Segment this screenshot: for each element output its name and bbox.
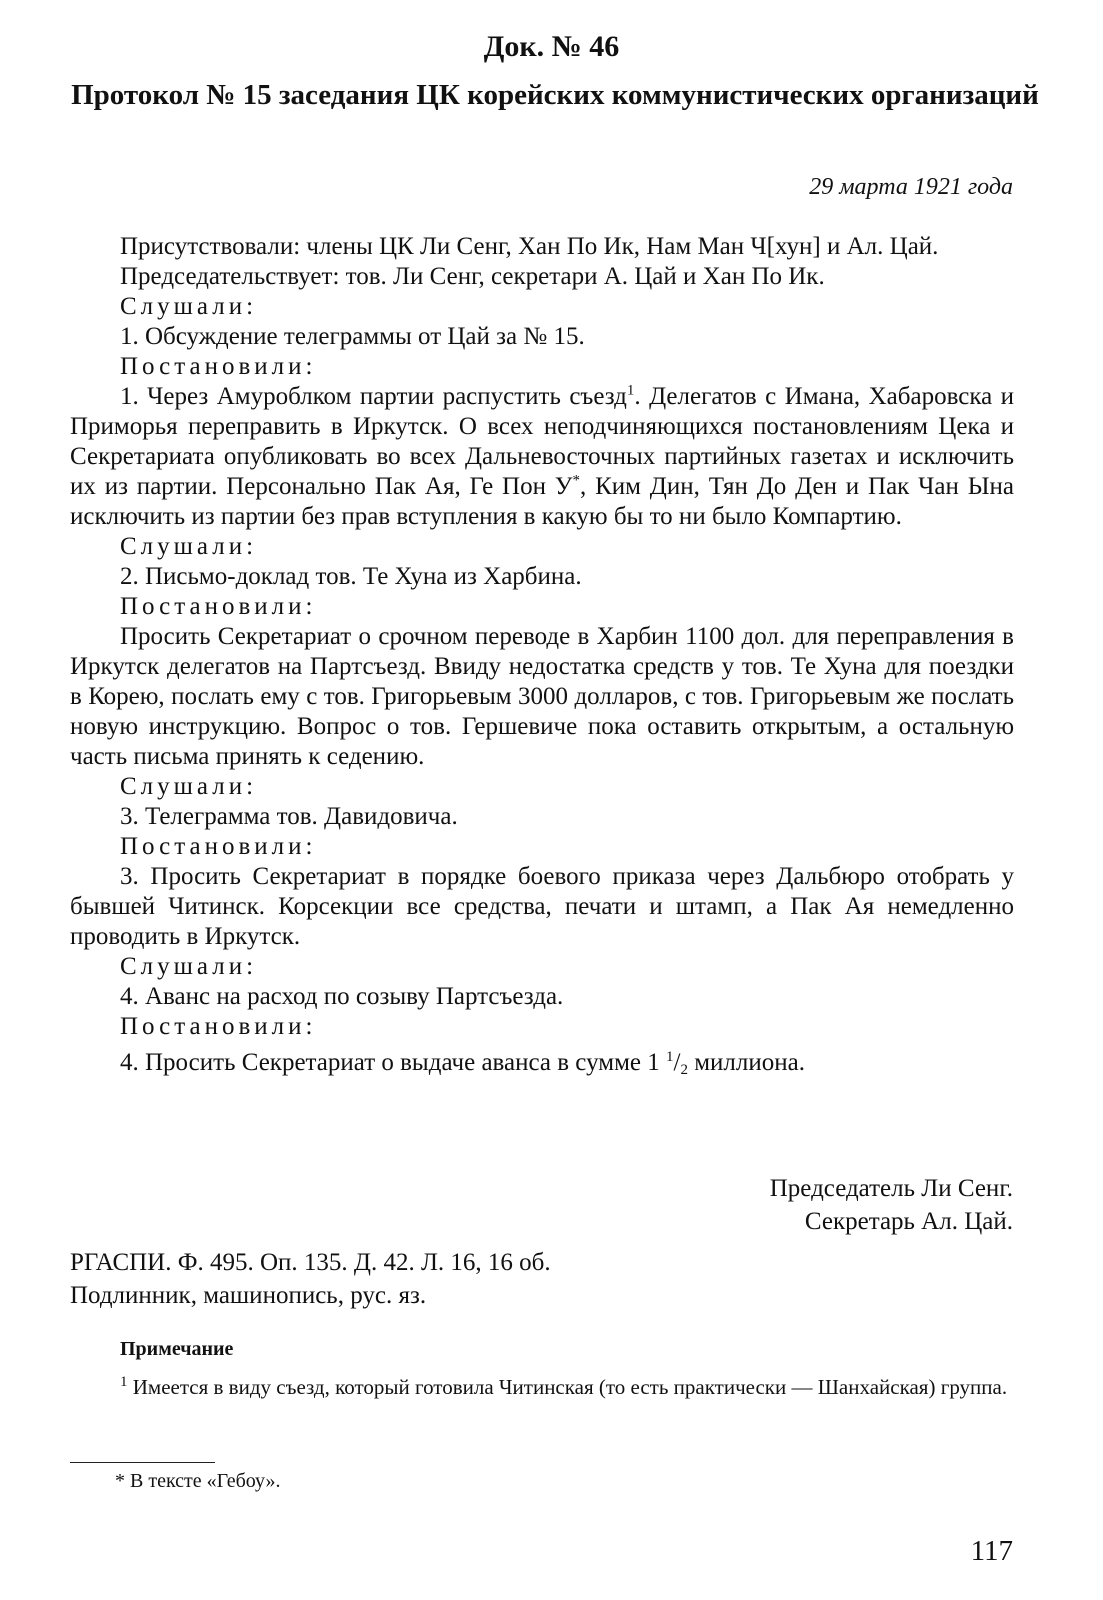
- fraction-numerator: 1: [665, 1049, 674, 1065]
- resolved-label-4: Постановили:: [120, 1013, 317, 1040]
- fraction-denominator: 2: [680, 1062, 688, 1078]
- document-number: Док. № 46: [483, 30, 620, 63]
- resolved-item-4-part-a: 4. Просить Секретариат о выдаче аванса в сумме 1: [120, 1049, 666, 1076]
- resolved-item-2: Просить Секретариат о срочном переводе в Харбин 1100 дол. для переправления в Иркутск делегатов на Партсъезд. Ввиду недостатка средств у тов. Те Хуна для поездки в Корею, послать ему с тов. Григорьевым 3000 долларов, с тов. Григорьевым же послать новую инструкцию. Вопрос о тов. Гершевиче пока оставить открытым, а остальную часть письма принять к седению.: [70, 623, 1014, 770]
- heard-item-1: 1. Обсуждение телеграммы от Цай за № 15.: [120, 323, 585, 350]
- signature-secretary: Секретарь Ал. Цай.: [804, 1208, 1013, 1235]
- document-title: Протокол № 15 заседания ЦК корейских коммунистических организаций: [71, 79, 1039, 111]
- archive-description: Подлинник, машинопись, рус. яз.: [70, 1282, 427, 1309]
- resolved-item-1-part-c: , Ким Дин, Тян До Ден и Пак Чан Ына исключить из партии без прав вступления в какую бы то ни было Компартию.: [70, 473, 1014, 530]
- attendance-present: Присутствовали: члены ЦК Ли Сенг, Хан По Ик, Нам Ман Ч[хун] и Ал. Цай.: [120, 233, 939, 260]
- page-number: 117: [970, 1535, 1013, 1567]
- archive-reference: РГАСПИ. Ф. 495. Оп. 135. Д. 42. Л. 16, 16 об.: [70, 1249, 551, 1276]
- resolved-item-3: 3. Просить Секретариат в порядке боевого приказа через Дальбюро отобрать у бывшей Читинск. Корсекции все средства, печати и штамп, а Пак Ая немедленно проводить в Иркутск.: [70, 863, 1014, 950]
- signatures: [770, 1172, 1013, 1238]
- note-body: Имеется в виду съезд, который готовила Читинская (то есть практически — Шанхайская) группа.: [127, 1375, 1008, 1399]
- heard-label-2: Слушали:: [120, 533, 258, 560]
- protocol-body: [70, 232, 1014, 1085]
- resolved-label-1: Постановили:: [120, 353, 317, 380]
- resolved-item-4: 4. Просить Секретариат о выдаче аванса в сумме 1 $^1$/2 миллиона.: [120, 1049, 805, 1078]
- heard-item-3: 3. Телеграмма тов. Давидовича.: [120, 803, 458, 830]
- resolved-item-1-part-b: . Делегатов с Имана, Хабаровска и Приморья переправить в Иркутск. О всех неподчиняющихся постановлениям Цека и Секретариата опубликовать во всех Дальневосточных партийных газетах и исключить их из партии. Персонально Пак Ая, Ге Пон У: [70, 383, 1015, 500]
- resolved-item-1-part-a: 1. Через Амуроблком партии распустить съезд: [120, 383, 627, 410]
- note-ref: 1: [120, 1374, 128, 1390]
- note-heading: Примечание: [120, 1338, 234, 1360]
- resolved-label-2: Постановили:: [120, 593, 317, 620]
- resolved-item-4-part-b: миллиона.: [687, 1049, 805, 1076]
- footnote-ref-1: 1: [626, 382, 635, 399]
- footnote-divider: [70, 1462, 215, 1463]
- heard-item-2: 2. Письмо-доклад тов. Те Хуна из Харбина.: [120, 563, 582, 590]
- archive-info: [70, 1246, 551, 1312]
- footnote-ref-star: *: [572, 472, 580, 489]
- footnote-text: В тексте «Гебоу».: [125, 1470, 281, 1492]
- document-date: 29 марта 1921 года: [809, 174, 1013, 200]
- heard-label-4: Слушали:: [120, 953, 258, 980]
- heard-label-3: Слушали:: [120, 773, 258, 800]
- attendance-chair: Председательствует: тов. Ли Сенг, секретари А. Цай и Хан По Ик.: [120, 263, 825, 290]
- footnote: [115, 1468, 281, 1494]
- resolved-label-3: Постановили:: [120, 833, 317, 860]
- footnote-marker: *: [115, 1470, 125, 1492]
- heard-item-4: 4. Аванс на расход по созыву Партсъезда.: [120, 983, 564, 1010]
- heard-label-1: Слушали:: [120, 293, 258, 320]
- signature-chairman: Председатель Ли Сенг.: [769, 1175, 1013, 1202]
- note-text: [70, 1374, 1014, 1401]
- resolved-item-1: [70, 382, 1014, 532]
